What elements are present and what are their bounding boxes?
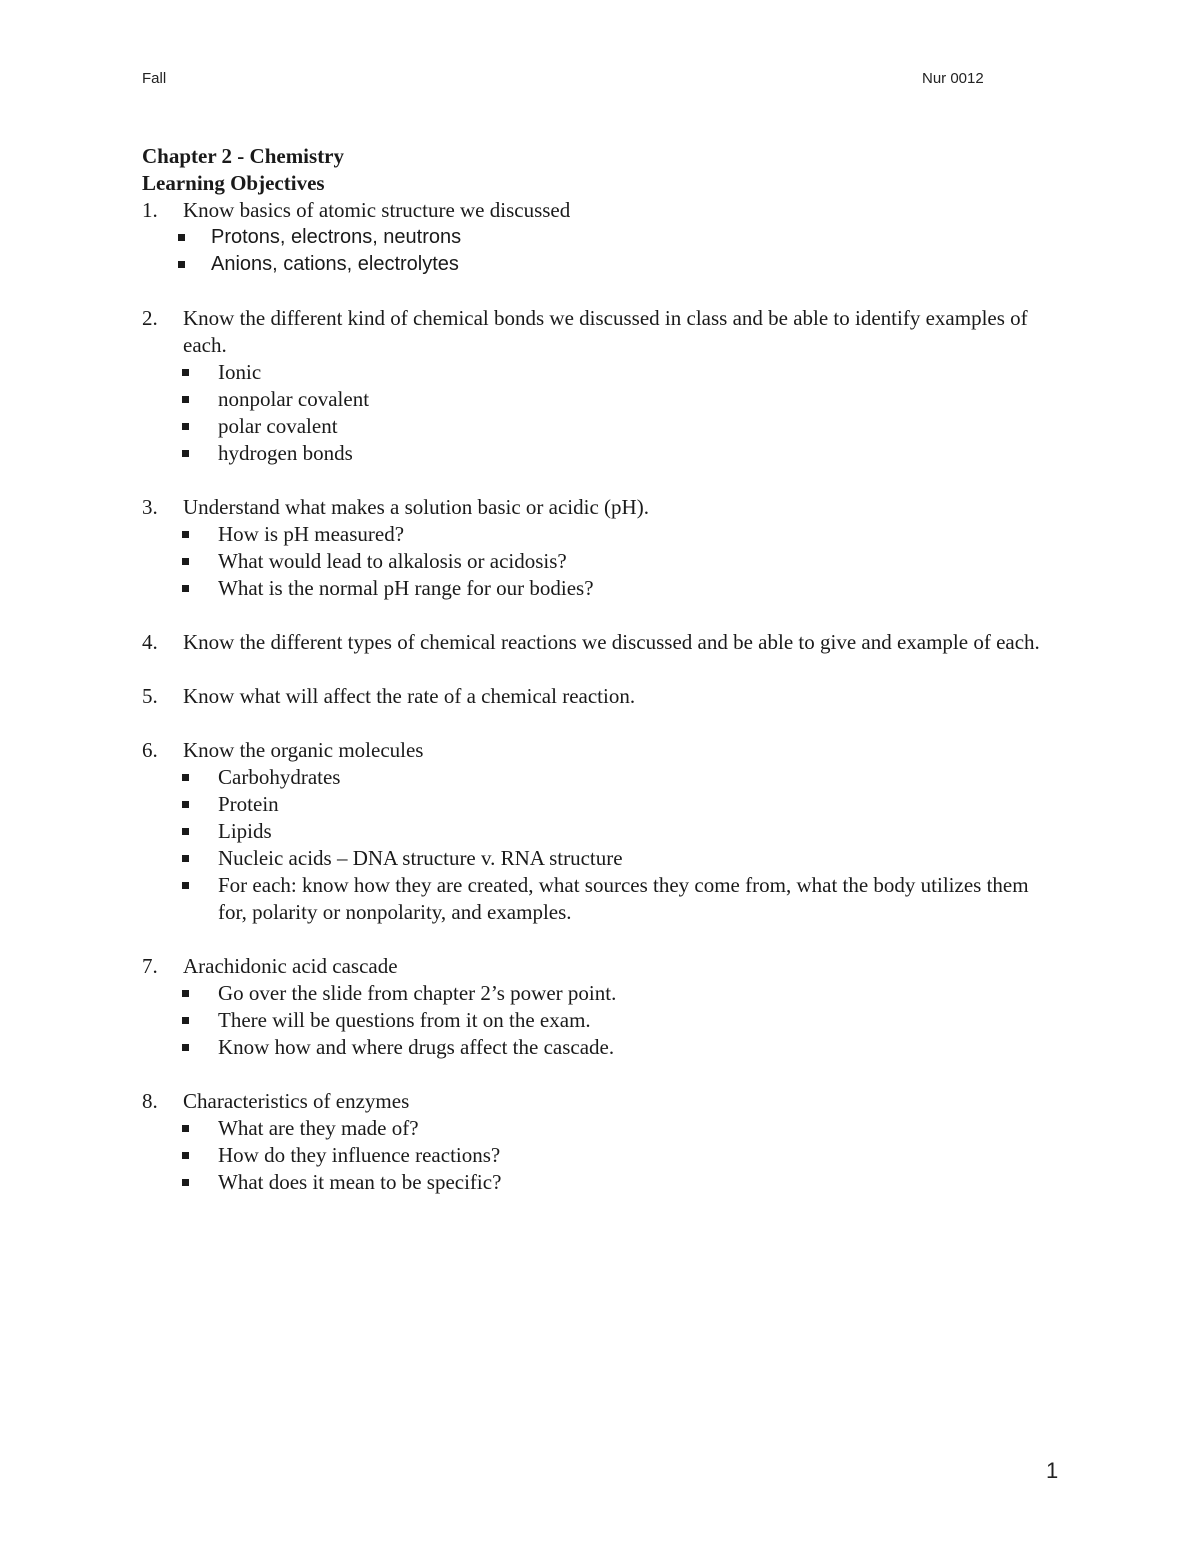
- page-number: 1: [1046, 1458, 1059, 1483]
- objective-item: [142, 305, 1042, 467]
- subitem: [142, 548, 1042, 575]
- square-bullet-icon: [182, 1017, 189, 1024]
- objective-item: [142, 953, 1042, 1061]
- subitem-list: [142, 359, 1042, 467]
- header-left: Fall: [142, 70, 167, 87]
- objective-item: [142, 197, 1042, 278]
- objective-item: [142, 683, 1042, 710]
- subitem-text: For each: know how they are created, what sources they come from, what the body utilizes them for, polarity or nonpolarity, and examples.: [218, 873, 1029, 924]
- objective-text: Know basics of atomic structure we discussed: [183, 198, 571, 222]
- square-bullet-icon: [182, 558, 189, 565]
- subitem-text: Lipids: [218, 819, 272, 843]
- objective-item: [142, 494, 1042, 602]
- square-bullet-icon: [182, 774, 189, 781]
- subitem-text: Nucleic acids – DNA structure v. RNA structure: [218, 846, 623, 870]
- subitem-list: [142, 1115, 1042, 1196]
- subitem-text: What does it mean to be specific?: [218, 1170, 502, 1194]
- subitem: [142, 251, 1042, 278]
- subitem-list: [142, 521, 1042, 602]
- subitem: [142, 521, 1042, 548]
- objective-number: 7.: [142, 954, 158, 978]
- square-bullet-icon: [182, 1179, 189, 1186]
- subitem: [142, 386, 1042, 413]
- subitem: [142, 413, 1042, 440]
- objective-row: [142, 953, 1042, 980]
- square-bullet-icon: [182, 396, 189, 403]
- page-subtitle: Learning Objectives: [142, 171, 325, 195]
- subitem: [142, 845, 1042, 872]
- square-bullet-icon: [182, 450, 189, 457]
- objective-item: [142, 1088, 1042, 1196]
- subitem-text: Know how and where drugs affect the cascade.: [218, 1035, 615, 1059]
- subitem: [142, 1034, 1042, 1061]
- subitem-text: Carbohydrates: [218, 765, 341, 789]
- header-right: Nur 0012: [922, 70, 984, 87]
- objective-text: Arachidonic acid cascade: [183, 954, 398, 978]
- subitem-text: Go over the slide from chapter 2’s power point.: [218, 981, 617, 1005]
- objective-row: [142, 1088, 1042, 1115]
- objective-number: 1.: [142, 198, 158, 222]
- subitem: [142, 1169, 1042, 1196]
- subitem-list: [142, 764, 1042, 926]
- subitem: [142, 872, 1042, 926]
- square-bullet-icon: [182, 801, 189, 808]
- square-bullet-icon: [182, 882, 189, 889]
- objective-row: [142, 494, 1042, 521]
- subitem-list: [142, 224, 1042, 278]
- page-title: Chapter 2 - Chemistry: [142, 144, 345, 168]
- subitem-text: Ionic: [218, 360, 262, 384]
- subitem-text: There will be questions from it on the exam.: [218, 1008, 591, 1032]
- objective-row: [142, 629, 1042, 656]
- square-bullet-icon: [178, 234, 185, 241]
- objective-text: Know the different types of chemical reactions we discussed and be able to give and example of each.: [183, 630, 1040, 654]
- subitem-text: Protons, electrons, neutrons: [211, 226, 462, 248]
- subitem-text: What is the normal pH range for our bodies?: [218, 576, 594, 600]
- objective-number: 8.: [142, 1089, 158, 1113]
- square-bullet-icon: [182, 1152, 189, 1159]
- objective-number: 2.: [142, 306, 158, 330]
- objective-row: [142, 305, 1042, 359]
- objective-text: Know the organic molecules: [183, 738, 424, 762]
- square-bullet-icon: [182, 585, 189, 592]
- document-body: [142, 143, 1042, 1196]
- subitem-text: hydrogen bonds: [218, 441, 353, 465]
- objective-text: Know the different kind of chemical bonds we discussed in class and be able to identify examples of each.: [183, 306, 1028, 357]
- objective-row: [142, 737, 1042, 764]
- subitem: [142, 359, 1042, 386]
- subitem-text: What are they made of?: [218, 1116, 419, 1140]
- subitem: [142, 575, 1042, 602]
- objective-item: [142, 737, 1042, 926]
- square-bullet-icon: [182, 855, 189, 862]
- subitem: [142, 980, 1042, 1007]
- objectives-list: [142, 197, 1042, 1196]
- subitem-list: [142, 980, 1042, 1061]
- subitem-text: How is pH measured?: [218, 522, 405, 546]
- subitem-text: What would lead to alkalosis or acidosis?: [218, 549, 567, 573]
- subitem-text: polar covalent: [218, 414, 338, 438]
- square-bullet-icon: [182, 990, 189, 997]
- subitem-text: How do they influence reactions?: [218, 1143, 501, 1167]
- subitem: [142, 1007, 1042, 1034]
- subitem: [142, 818, 1042, 845]
- objective-text: Understand what makes a solution basic or acidic (pH).: [183, 495, 649, 519]
- square-bullet-icon: [182, 828, 189, 835]
- objective-row: [142, 683, 1042, 710]
- square-bullet-icon: [178, 261, 185, 268]
- subitem: [142, 440, 1042, 467]
- square-bullet-icon: [182, 423, 189, 430]
- square-bullet-icon: [182, 1125, 189, 1132]
- subitem-text: nonpolar covalent: [218, 387, 370, 411]
- square-bullet-icon: [182, 1044, 189, 1051]
- square-bullet-icon: [182, 369, 189, 376]
- subitem: [142, 791, 1042, 818]
- objective-number: 4.: [142, 630, 158, 654]
- objective-item: [142, 629, 1042, 656]
- subitem: [142, 1115, 1042, 1142]
- subitem-text: Anions, cations, electrolytes: [211, 253, 459, 275]
- objective-number: 5.: [142, 684, 158, 708]
- subitem: [142, 1142, 1042, 1169]
- objective-text: Characteristics of enzymes: [183, 1089, 410, 1113]
- objective-row: [142, 197, 1042, 224]
- objective-number: 6.: [142, 738, 158, 762]
- subitem-text: Protein: [218, 792, 279, 816]
- square-bullet-icon: [182, 531, 189, 538]
- subitem: [142, 224, 1042, 251]
- objective-number: 3.: [142, 495, 158, 519]
- objective-text: Know what will affect the rate of a chemical reaction.: [183, 684, 636, 708]
- subitem: [142, 764, 1042, 791]
